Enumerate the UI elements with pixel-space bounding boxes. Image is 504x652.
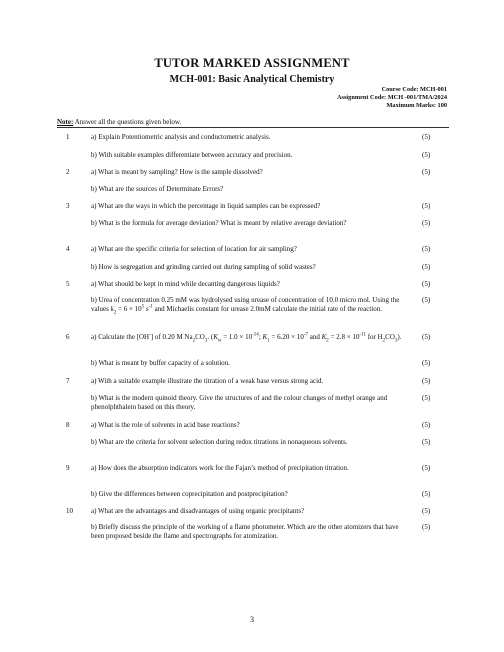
question-text: b) What is the formula for average deviation? What is meant by relative average deviation?: [91, 219, 347, 227]
question-text: a) What is meant by sampling? How is the sample dissolved?: [91, 168, 263, 176]
question-marks: (5): [422, 168, 431, 176]
question-text: a) How does the absorption indicators work for the Fajan’s method of precipitation titration.: [91, 464, 349, 472]
question-number: 6: [66, 333, 70, 341]
question-marks: (5): [422, 296, 431, 304]
question-number: 10: [66, 507, 73, 515]
question-marks: (5): [422, 359, 431, 367]
note: [57, 118, 181, 126]
question-marks: (5): [422, 263, 431, 271]
question-text: a) What are the advantages and disadvantages of using organic precipitants?: [91, 507, 305, 515]
question-marks: (5): [422, 202, 431, 210]
question-text: b) What is meant by buffer capacity of a solution.: [91, 359, 230, 367]
page-title: TUTOR MARKED ASSIGNMENT: [154, 56, 350, 70]
question-number: 1: [66, 133, 70, 141]
note-text: Answer all the questions given below.: [74, 118, 182, 126]
question-text: b) What are the criteria for solvent selection during redox titrations in nonaqueous solvents.: [91, 438, 348, 446]
note-label: Note:: [57, 118, 74, 126]
question-marks: (5): [422, 523, 431, 531]
question-number: 3: [66, 202, 70, 210]
question-text: b) Give the differences between coprecipitation and postprecipitation?: [91, 490, 288, 498]
question-text: b) What are the sources of Determinate Errors?: [91, 185, 224, 193]
page-number: 3: [250, 615, 254, 624]
question-number: 9: [66, 464, 70, 472]
question-marks: (5): [422, 464, 431, 472]
question-number: 2: [66, 168, 70, 176]
question-text: b) With suitable examples differentiate between accuracy and precision.: [91, 151, 293, 159]
question-marks: (5): [422, 421, 431, 429]
question-marks: (5): [422, 245, 431, 253]
question-number: 5: [66, 280, 70, 288]
question-text: b) What is the modern quinoid theory. Give the structures of and the colour changes of methyl orange and phenolphthalein based on this theory.: [91, 394, 388, 411]
header-divider: [57, 127, 449, 128]
course-code: Course Code: MCH-001: [381, 86, 447, 93]
question-text: a) With a suitable example illustrate the titration of a weak base versus strong acid.: [91, 377, 324, 385]
question-marks: (5): [422, 394, 431, 402]
question-text: a) What is the role of solvents in acid base reactions?: [91, 421, 240, 429]
maximum-marks: Maximum Marks: 100: [386, 102, 447, 110]
question-text: a) What are the ways in which the percentage in liquid samples can be expressed?: [91, 202, 321, 210]
question-text: a) Explain Potentiometric analysis and conductometric analysis.: [91, 133, 271, 141]
question-marks: (5): [422, 377, 431, 385]
question-text: b) Briefly discuss the principle of the working of a flame photometer. Which are the other atomizers that have been proposed beside the flame and spectrographs for atomization.: [91, 523, 399, 540]
question-marks: (5): [422, 219, 431, 227]
question-marks: (5): [422, 438, 431, 446]
question-marks: (5): [422, 490, 431, 498]
question-text: a) What are the specific criteria for selection of location for air sampling?: [91, 245, 297, 253]
question-text: a) Calculate the [OH-] of 0.20 M $Na_2CO_3$. ($K_w = 1.0 \times 10^{-14}$; $K_1 = 6.20 \times 10^{-7}$ and $K_2 = 2.8 \times 10^{-11}$ for $H_2CO_3$).: [91, 332, 402, 344]
question-marks: (5): [422, 333, 431, 341]
question-marks: (5): [422, 507, 431, 515]
question-number: 7: [66, 377, 70, 385]
question-text: a) What should be kept in mind while decanting dangerous liquids?: [91, 280, 280, 288]
question-text: b) Urea of concentration 0.25 mM was hydrolysed using urease of concentration of 10.0 micro mol. Using the values $k_2 = 6 \times 10^5$ $s^{-1}$ and Michaelis constant for urease 2.0mM calculate the initial rate of the reaction.: [91, 296, 400, 315]
question-marks: (5): [422, 133, 431, 141]
course-subtitle: MCH-001: Basic Analytical Chemistry: [169, 74, 335, 85]
question-number: 8: [66, 421, 70, 429]
question-text: b) How is segregation and grinding carried out during sampling of solid wastes?: [91, 263, 316, 271]
question-marks: (5): [422, 151, 431, 159]
question-marks: (5): [422, 280, 431, 288]
assignment-meta: [337, 86, 447, 111]
assignment-code: Assignment Code: MCH -001/TMA/2024: [336, 94, 447, 102]
question-number: 4: [66, 245, 70, 253]
